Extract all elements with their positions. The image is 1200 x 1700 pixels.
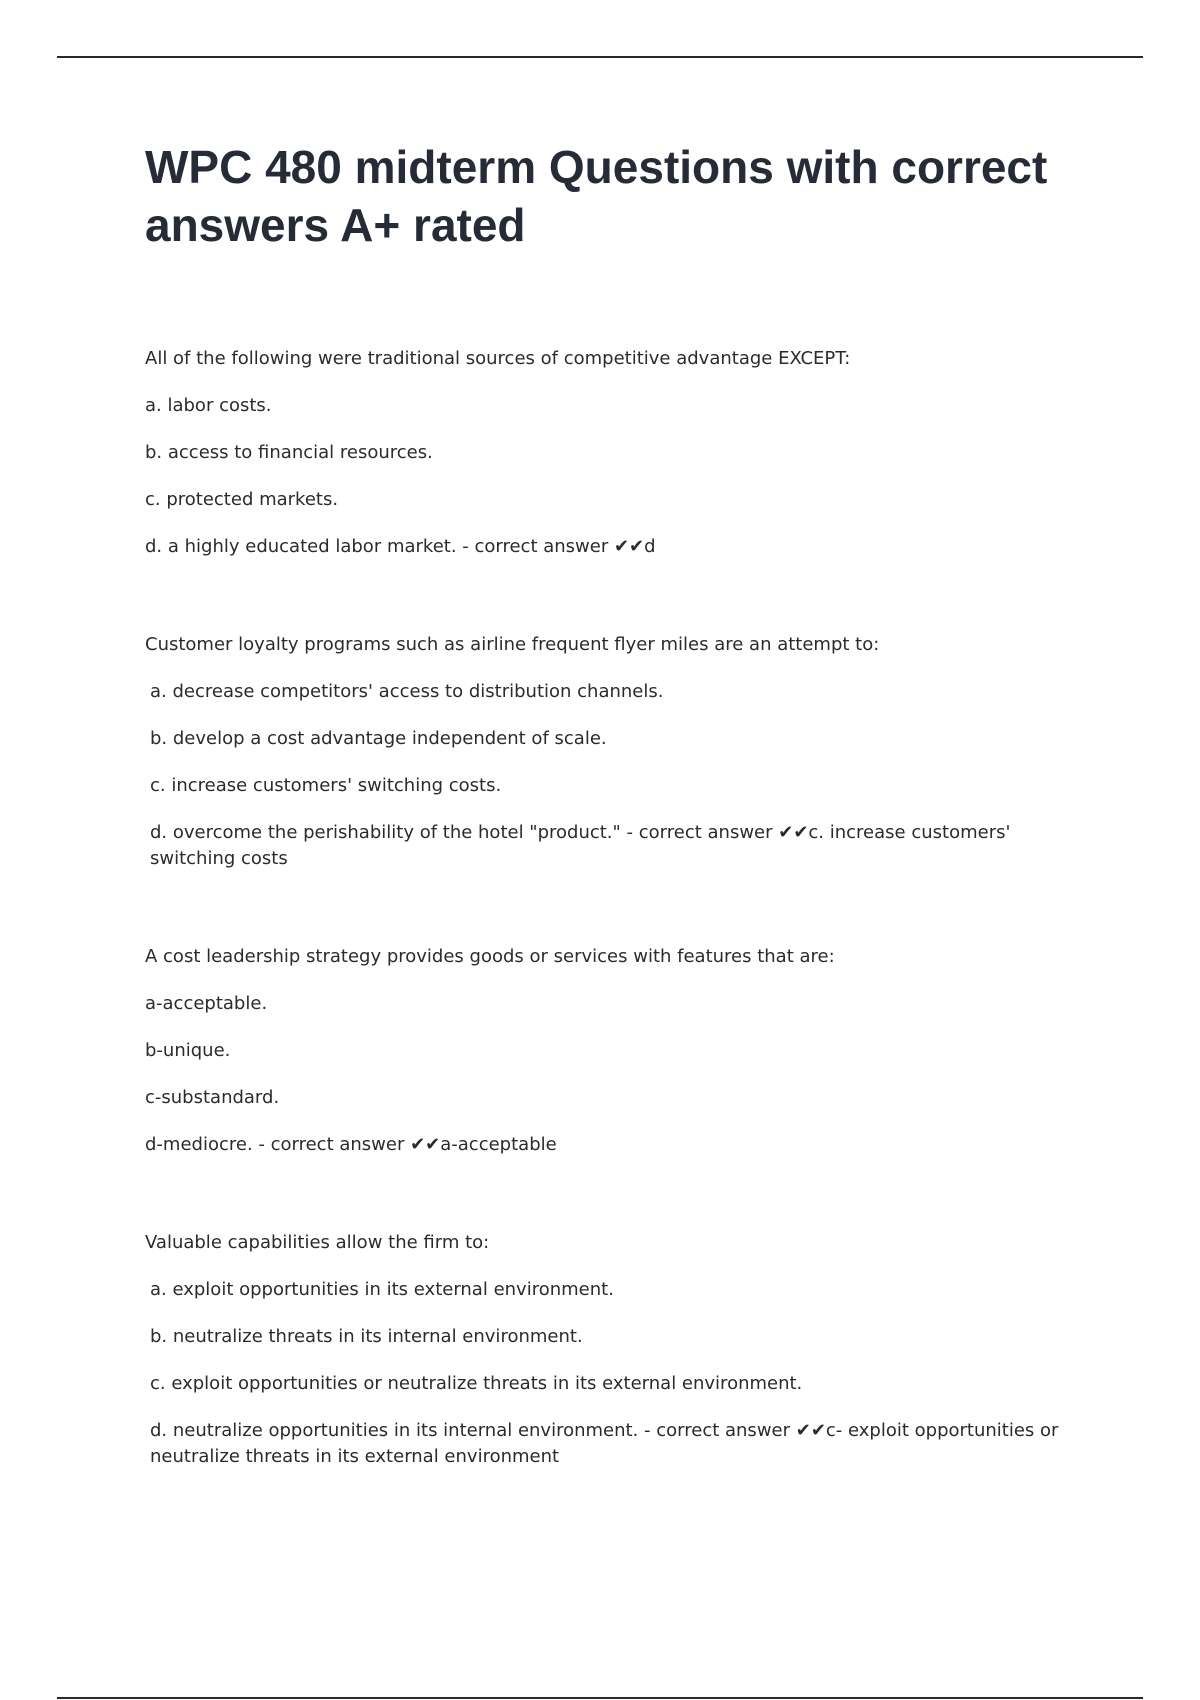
question-prompt: Customer loyalty programs such as airline frequent flyer miles are an attempt to:: [145, 634, 880, 655]
answer-option-with-correct-answer: d. a highly educated labor market. - correct answer ✔✔d: [145, 536, 656, 557]
answer-option: b. neutralize threats in its internal environment.: [150, 1326, 583, 1347]
answer-option: c. protected markets.: [145, 489, 339, 510]
question-3: [145, 944, 1075, 1158]
answer-option: c. exploit opportunities or neutralize threats in its external environment.: [150, 1373, 803, 1394]
questions-list: [145, 346, 1075, 1542]
answer-option: b-unique.: [145, 1040, 231, 1061]
bottom-divider: [57, 1697, 1143, 1699]
answer-option: b. develop a cost advantage independent of scale.: [150, 728, 607, 749]
answer-option-with-correct-answer: d-mediocre. - correct answer ✔✔a-acceptable: [145, 1134, 557, 1155]
answer-option: a. labor costs.: [145, 395, 272, 416]
answer-option: a-acceptable.: [145, 993, 268, 1014]
answer-option: c-substandard.: [145, 1087, 280, 1108]
question-4: [145, 1230, 1075, 1470]
question-2: [145, 632, 1075, 872]
answer-option: a. exploit opportunities in its external environment.: [150, 1279, 614, 1300]
answer-option-with-correct-answer: d. overcome the perishability of the hotel "product." - correct answer ✔✔c. increase customers' switching costs: [150, 822, 1011, 869]
top-divider: [57, 56, 1143, 58]
answer-option: b. access to financial resources.: [145, 442, 433, 463]
answer-option: c. increase customers' switching costs.: [150, 775, 502, 796]
question-prompt: Valuable capabilities allow the firm to:: [145, 1232, 490, 1253]
question-prompt: A cost leadership strategy provides goods or services with features that are:: [145, 946, 835, 967]
answer-option-with-correct-answer: d. neutralize opportunities in its internal environment. - correct answer ✔✔c- exploit opportunities or neutralize threats in its external environment: [150, 1420, 1059, 1467]
question-1: [145, 346, 1075, 560]
answer-option: a. decrease competitors' access to distribution channels.: [150, 681, 664, 702]
question-prompt: All of the following were traditional sources of competitive advantage EXCEPT:: [145, 348, 851, 369]
document-title: WPC 480 midterm Questions with correct answers A+ rated: [145, 141, 1048, 251]
